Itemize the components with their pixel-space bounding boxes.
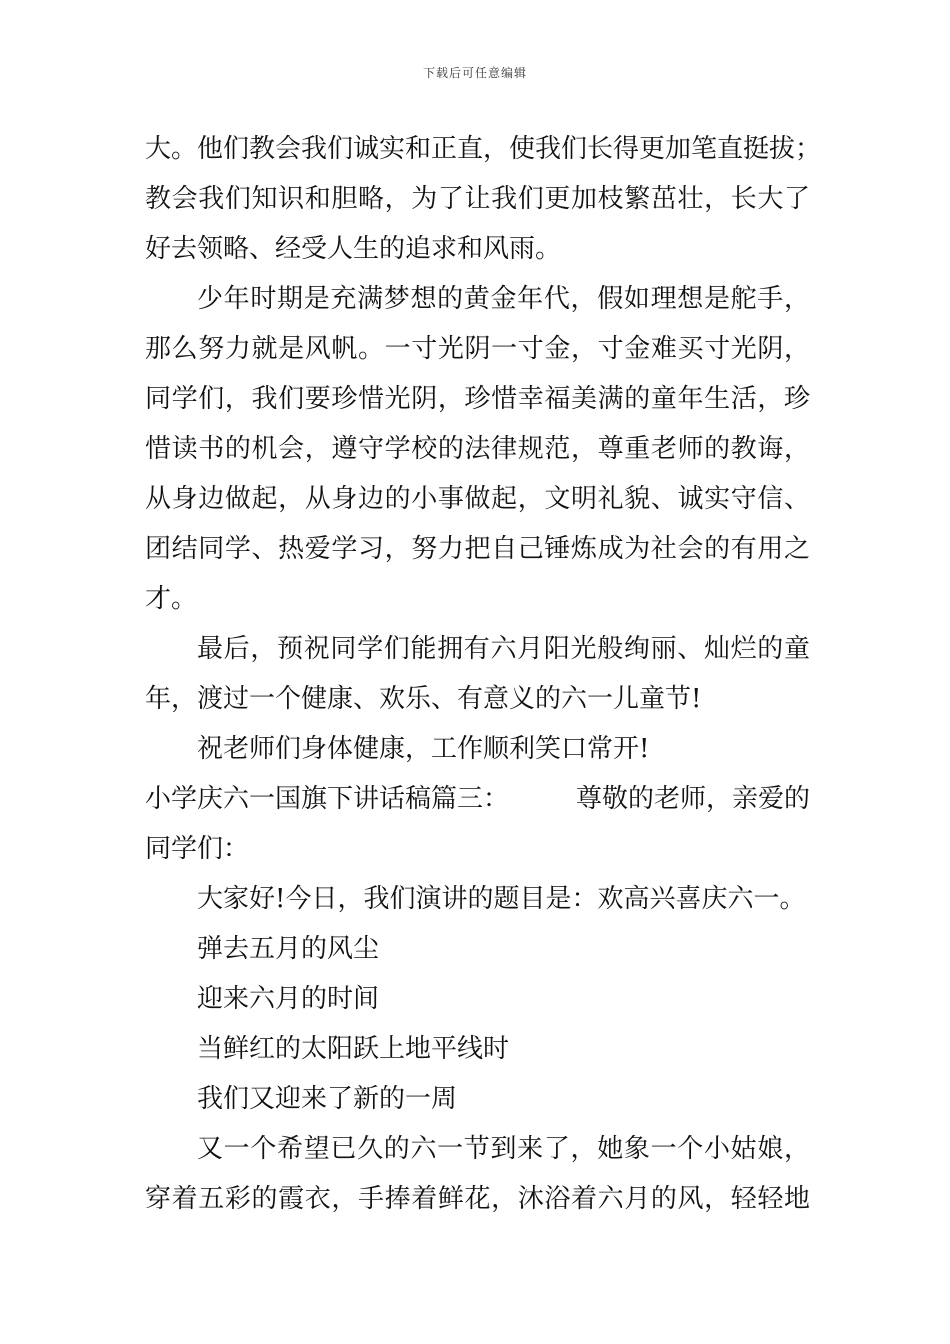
text-line: 团结同学、热爱学习，努力把自己锤炼成为社会的有用之 — [145, 534, 810, 564]
poem-line: 我们又迎来了新的一周 — [197, 1084, 458, 1114]
poem-line: 迎来六月的时间 — [197, 984, 380, 1014]
text-line: 好去领略、经受人生的追求和风雨。 — [145, 234, 562, 264]
paragraph-1 — [145, 124, 822, 274]
paragraph-4 — [145, 724, 810, 774]
poem-line: 当鲜红的太阳跃上地平线时 — [197, 1034, 510, 1064]
text-line: 大。他们教会我们诚实和正直，使我们长得更加笔直挺拔； — [145, 134, 822, 164]
text-line: 又一个希望已久的六一节到来了，她象一个小姑娘， — [197, 1134, 810, 1164]
text-line: 那么努力就是风帆。一寸光阴一寸金，寸金难买寸光阴， — [145, 334, 810, 364]
greeting: 尊敬的老师，亲爱的 — [575, 784, 810, 814]
text-line: 穿着五彩的霞衣，手捧着鲜花，沐浴着六月的风，轻轻地 — [145, 1184, 810, 1214]
text-line: 少年时期是充满梦想的黄金年代，假如理想是舵手， — [197, 284, 810, 314]
text-line: 惜读书的机会，遵守学校的法律规范，尊重老师的教诲， — [145, 434, 810, 464]
text-line: 年，渡过一个健康、欢乐、有意义的六一儿童节! — [145, 684, 702, 714]
paragraph-5 — [145, 874, 810, 924]
poem — [145, 924, 810, 1124]
greeting-continued: 同学们： — [145, 834, 250, 864]
text-line: 才。 — [145, 584, 198, 614]
poem-line: 弹去五月的风尘 — [197, 934, 380, 964]
paragraph-6 — [145, 1124, 810, 1224]
text-line: 最后，预祝同学们能拥有六月阳光般绚丽、灿烂的童 — [197, 634, 810, 664]
paragraph-3 — [145, 624, 810, 724]
page-header: 下载后可任意编辑 — [422, 66, 527, 80]
text-line: 大家好!今日，我们演讲的题目是：欢高兴喜庆六一。 — [197, 884, 806, 914]
document-body — [145, 124, 822, 1224]
section-heading — [145, 774, 810, 874]
section-title: 小学庆六一国旗下讲话稿篇三： — [145, 784, 510, 814]
text-line: 教会我们知识和胆略，为了让我们更加枝繁茁壮，长大了 — [145, 184, 810, 214]
text-line: 祝老师们身体健康，工作顺利笑口常开! — [197, 734, 650, 764]
paragraph-2 — [145, 274, 810, 624]
text-line: 同学们，我们要珍惜光阴，珍惜幸福美满的童年生活，珍 — [145, 384, 810, 414]
heading-line — [145, 774, 810, 824]
text-line: 从身边做起，从身边的小事做起，文明礼貌、诚实守信、 — [145, 484, 810, 514]
